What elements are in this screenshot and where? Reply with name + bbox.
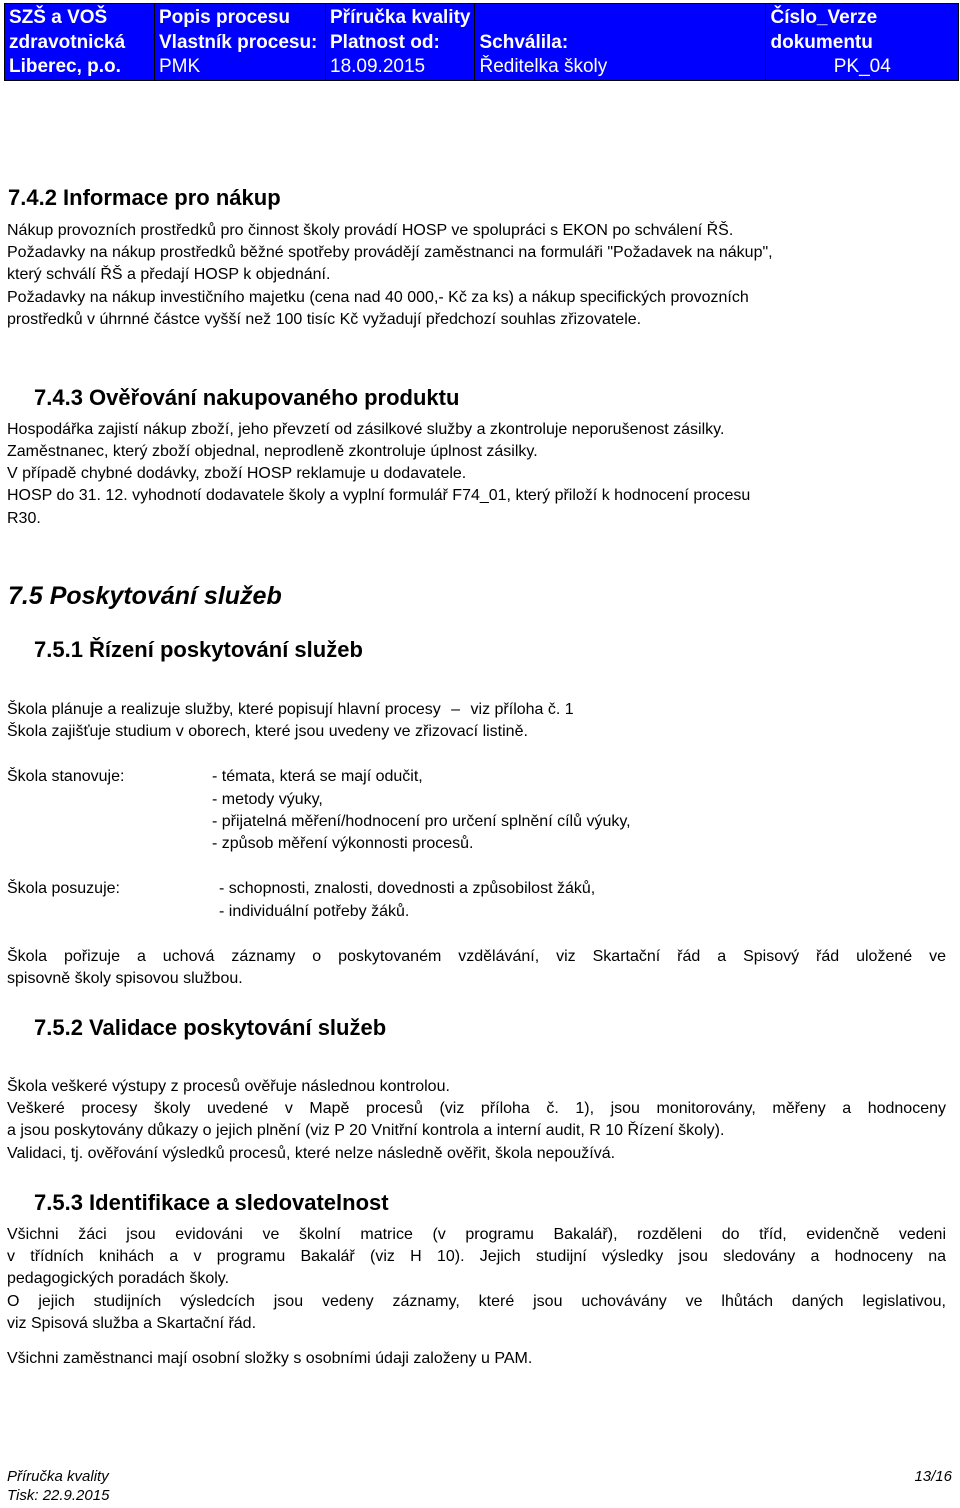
header-docnum-title: Číslo_Verze [770,7,878,28]
s742-line-1: Nákup provozních prostředků pro činnost školy provádí HOSP ve spolupráci s EKON po schválení ŘŠ. [7,222,734,239]
s753-line-5: viz Spisová služba a Skartační řád. [7,1315,257,1332]
header-docnum-cell [766,4,959,81]
header-table [4,3,959,81]
s752-line-2: Veškeré procesy školy uvedené v Mapě procesů (viz příloha č. 1), jsou monitorovány, měřeny a hodnoceny [7,1100,946,1117]
header-valid-value: 18.09.2015 [330,56,426,77]
s752-line-3: a jsou poskytovány důkazy o jejich plnění (viz P 20 Vnitřní kontrola a interní audit, R 10 Řízení školy). [7,1122,725,1139]
s742-line-5: prostředků v úhrnné částce vyšší než 100 tisíc Kč vyžadují předchozí souhlas zřizovatele. [7,311,642,328]
s753-line-6: Všichni zaměstnanci mají osobní složky s osobními údaji založeny u PAM. [7,1350,533,1367]
header-docnum-sub: dokumentu [770,31,873,53]
posuzuje-label: Škola posuzuje: [7,880,120,897]
header-school-line-3: Liberec, p.o. [9,56,121,77]
s751-para-line-2: spisovně školy spisovou službou. [7,970,243,987]
s743-line-3: V případě chybné dodávky, zboží HOSP reklamuje u dodavatele. [7,465,467,482]
header-docnum-value: PK_04 [833,56,891,77]
s751-line-1-ref: viz příloha č. 1 [470,701,574,718]
s753-line-2: v třídních knihách a v programu Bakalář (viz H 10). Jejich studijní výsledky jsou sledovány a hodnoceny na [7,1248,946,1265]
footer-print-date: Tisk: 22.9.2015 [7,1487,110,1504]
s752-line-4: Validaci, tj. ověřování výsledků procesů, které nelze následně ověřit, škola nepoužívá. [7,1145,616,1162]
header-owner-value: PMK [159,56,201,77]
header-valid-label: Platnost od: [330,31,440,53]
header-approved-label: Schválila: [479,31,569,53]
header-process-cell [155,4,326,81]
header-validity-cell [326,4,475,81]
s742-line-3: který schválí ŘŠ a předají HOSP k objednání. [7,266,331,283]
section-752-heading: 7.5.2 Validace poskytování služeb [34,1015,387,1040]
s752-line-1: Škola veškeré výstupy z procesů ověřuje následnou kontrolou. [7,1078,450,1095]
stanovuje-item: - metody výuky, [212,791,323,808]
header-approved-value: Ředitelka školy [479,56,608,77]
s751-line-1-text: Škola plánuje a realizuje služby, které popisují hlavní procesy [7,701,441,718]
header-owner-label: Vlastník procesu: [159,31,318,53]
header-manual-title: Příručka kvality [330,7,471,28]
header-school-line-2: zdravotnická [9,31,126,53]
section-743-heading: 7.4.3 Ověřování nakupovaného produktu [34,385,460,410]
header-approved-cell [475,4,766,81]
document-header [4,3,959,79]
s743-line-1: Hospodářka zajistí nákup zboží, jeho převzetí od zásilkové služby a zkontroluje neporušenost zásilky. [7,421,725,438]
header-process-title: Popis procesu [159,7,290,28]
stanovuje-item: - témata, která se mají odučit, [212,768,423,785]
s742-line-4: Požadavky na nákup investičního majetku (cena nad 40 000,- Kč za ks) a nákup specifických provozních [7,289,749,306]
stanovuje-item: - přijatelná měření/hodnocení pro určení splnění cílů výuky, [212,813,631,830]
s743-line-5: R30. [7,510,41,527]
s743-line-2: Zaměstnanec, který zboží objednal, neprodleně zkontroluje úplnost zásilky. [7,443,538,460]
header-school-cell [5,4,155,81]
header-school-line-1: SZŠ a VOŠ [9,7,108,28]
stanovuje-label: Škola stanovuje: [7,768,125,785]
footer-manual: Příručka kvality [7,1468,109,1485]
section-75-heading: 7.5 Poskytování služeb [8,582,282,610]
section-751-heading: 7.5.1 Řízení poskytování služeb [34,637,363,662]
s742-line-2: Požadavky na nákup prostředků běžné spotřeby provádějí zaměstnanci na formuláři "Požadavek na nákup", [7,244,773,261]
section-742-heading: 7.4.2 Informace pro nákup [8,185,281,210]
posuzuje-item: - individuální potřeby žáků. [219,903,410,920]
s753-line-4: O jejich studijních výsledcích jsou vedeny záznamy, které jsou uchovávány ve lhůtách daných legislativou, [7,1293,946,1310]
s753-line-3: pedagogických poradách školy. [7,1270,230,1287]
stanovuje-item: - způsob měření výkonnosti procesů. [212,835,474,852]
s751-line-1-dash: – [451,701,461,718]
s751-line-2: Škola zajišťuje studium v oborech, které jsou uvedeny ve zřizovací listině. [7,723,528,740]
s753-line-1: Všichni žáci jsou evidováni ve školní matrice (v programu Bakalář), rozděleni do tříd, evidenčně vedeni [7,1226,946,1243]
s743-line-4: HOSP do 31. 12. vyhodnotí dodavatele školy a vyplní formulář F74_01, který přiloží k hodnocení procesu [7,487,751,504]
posuzuje-item: - schopnosti, znalosti, dovednosti a způsobilost žáků, [219,880,596,897]
footer-page-number: 13/16 [914,1468,952,1485]
s751-para-line-1: Škola pořizuje a uchová záznamy o poskytovaném vzdělávání, viz Skartační řád a Spisový řád uložené ve [7,948,946,965]
s751-line-1 [7,699,574,721]
section-753-heading: 7.5.3 Identifikace a sledovatelnost [34,1190,389,1215]
